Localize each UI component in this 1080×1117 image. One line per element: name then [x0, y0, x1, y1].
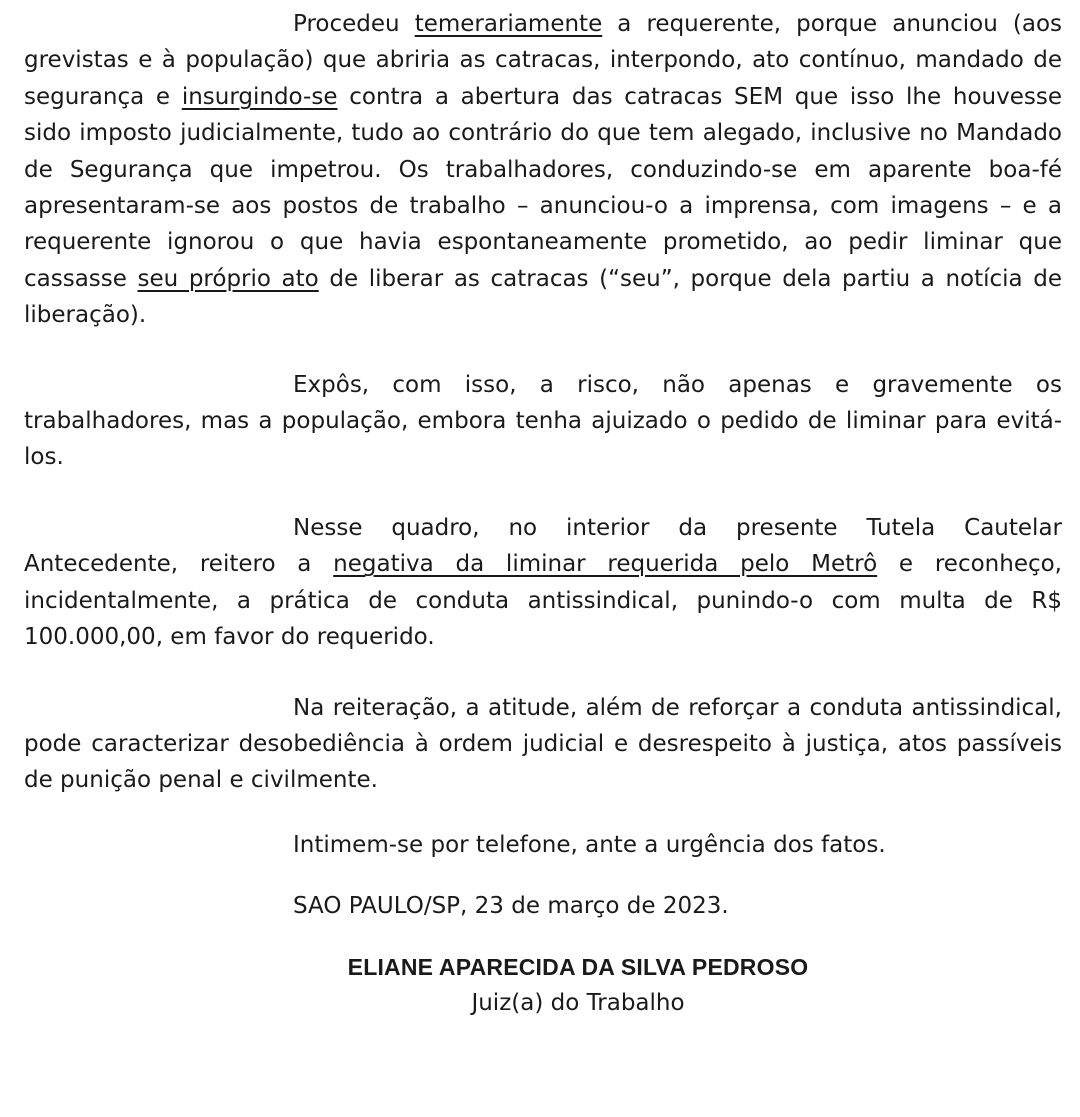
paragraph-1 — [24, 6, 1062, 334]
text-segment: contra a abertura das catracas SEM que isso lhe houvesse sido imposto judicialmente, tudo ao contrário do que tem alegado, inclusive no Mandado de Segurança que impetrou. Os trabalhadores, conduzindo-se em aparente boa-fé apresentaram-se aos postos de trabalho – anunciou-o a imprensa, com imagens – e a requerente ignorou o que havia espontaneamente prometido, ao pedir liminar que cassasse — [24, 83, 1062, 292]
text-segment: Procedeu — [293, 11, 415, 37]
signer-role: Juiz(a) do Trabalho — [471, 989, 685, 1016]
intimation-line: Intimem-se por telefone, ante a urgência dos fatos. — [293, 831, 886, 858]
text-segment: Nesse quadro, no interior da presente Tutela Cautelar Antecedente, reitero a — [24, 514, 1062, 578]
text-segment: a requerente, porque anunciou (aos grevistas e à população) que abriria as catracas, interpondo, ato contínuo, mandado de segurança e — [24, 11, 1063, 110]
document-page — [24, 6, 1062, 1021]
underlined-phrase: insurgindo-se — [181, 83, 338, 110]
underlined-phrase: negativa da liminar requerida pelo Metrô — [333, 551, 878, 578]
text-segment: de liberar as catracas (“seu”, porque dela partiu a notícia de liberação). — [24, 265, 1062, 329]
signer-name: ELIANE APARECIDA DA SILVA PEDROSO — [347, 953, 809, 980]
text-segment: Na reiteração, a atitude, além de reforçar a conduta antissindical, pode caracterizar desobediência à ordem judicial e desrespeito à justiça, atos passíveis de punição penal e civilmente. — [24, 694, 1062, 794]
signature-block — [24, 949, 1062, 1021]
paragraph-4 — [24, 690, 1062, 799]
place-date-line: SAO PAULO/SP, 23 de março de 2023. — [293, 892, 729, 919]
underlined-phrase: temerariamente — [414, 11, 603, 37]
text-segment: e reconheço, incidentalmente, a prática de conduta antissindical, punindo-o com multa de R$ 100.000,00, em favor do requerido. — [24, 551, 1062, 651]
paragraph-3 — [24, 510, 1062, 656]
text-segment: Expôs, com isso, a risco, não apenas e gravemente os trabalhadores, mas a população, embora tenha ajuizado o pedido de liminar para evitá-los. — [24, 371, 1062, 471]
paragraph-2 — [24, 367, 1062, 476]
underlined-phrase: seu próprio ato — [137, 265, 319, 292]
